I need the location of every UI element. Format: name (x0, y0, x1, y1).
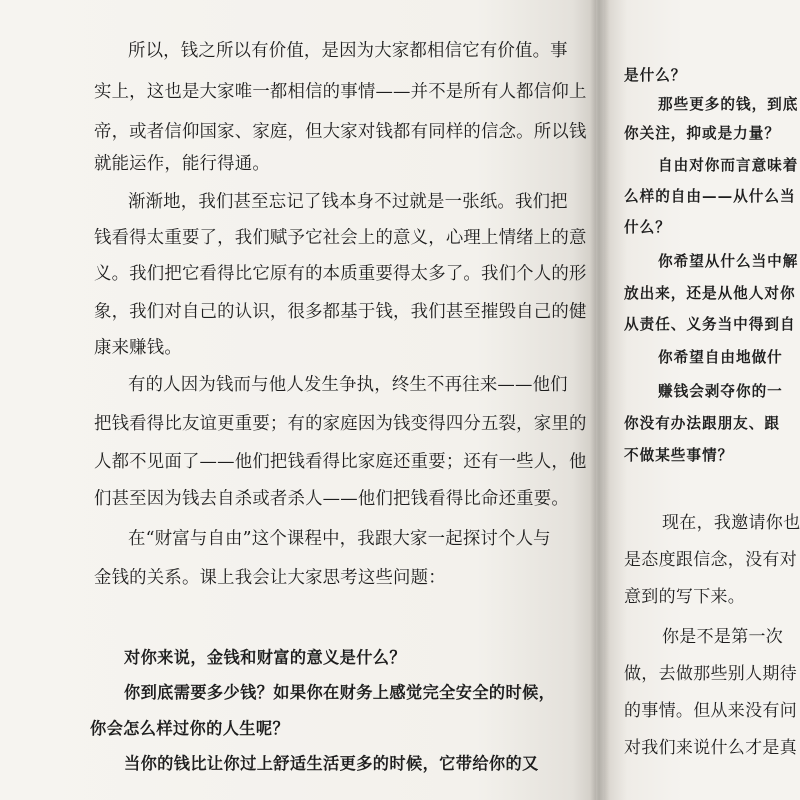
right-question-line-9: 从责任、义务当中得到自 (624, 316, 796, 333)
paragraph-1-line-4: 就能运作，能行得通。 (94, 154, 270, 174)
right-body-line-4: 你是不是第一次 (662, 627, 784, 647)
book-spine-shadow (590, 0, 610, 800)
question-line-3: 你会怎么样过你的人生呢？ (90, 719, 290, 738)
paragraph-2-line-5: 康来赚钱。 (94, 338, 182, 358)
paragraph-1-line-1: 所以，钱之所以有价值，是因为大家都相信它有价值。事 (128, 41, 568, 61)
right-book-page (604, 0, 800, 800)
paragraph-4-line-1: 在“财富与自由”这个课程中，我跟大家一起探讨个人与 (128, 529, 551, 549)
right-question-line-10: 你希望自由地做什 (658, 349, 783, 366)
right-question-line-8: 放出来，还是从他人对你 (624, 285, 796, 302)
paragraph-2-line-2: 钱看得太重要了，我们赋予它社会上的意义，心理上情绪上的意 (94, 228, 587, 248)
right-question-line-2: 那些更多的钱，到底 (658, 96, 799, 113)
paragraph-3-line-1: 有的人因为钱而与他人发生争执，终生不再往来——他们 (128, 375, 568, 395)
paragraph-2-line-3: 义。我们把它看得比它原有的本质重要得太多了。我们个人的形 (94, 264, 587, 284)
question-line-2: 你到底需要多少钱？如果你在财务上感觉完全安全的时候， (124, 683, 556, 702)
right-question-line-4: 自由对你而言意味着 (658, 157, 799, 174)
question-line-4: 当你的钱比让你过上舒适生活更多的时候，它带给你的又 (124, 754, 539, 773)
right-question-line-7: 你希望从什么当中解 (658, 253, 799, 270)
right-body-line-3: 意到的写下来。 (624, 587, 746, 607)
right-body-line-7: 对我们来说什么才是真 (624, 738, 797, 758)
right-body-line-6: 的事情。但从来没有问 (624, 701, 797, 721)
paragraph-2-line-1: 渐渐地，我们甚至忘记了钱本身不过就是一张纸。我们把 (128, 192, 568, 212)
right-body-line-1: 现在，我邀请你也 (662, 513, 800, 533)
paragraph-3-line-2: 把钱看得比友谊更重要；有的家庭因为钱变得四分五裂，家里的 (94, 414, 587, 434)
right-body-line-2: 是态度跟信念，没有对 (624, 550, 797, 570)
right-body-line-5: 做，去做那些别人期待 (624, 664, 797, 684)
paragraph-1-line-3: 帝，或者信仰国家、家庭，但大家对钱都有同样的信念。所以钱 (94, 122, 587, 142)
right-question-line-5: 么样的自由——从什么当 (624, 188, 796, 205)
right-question-line-1: 是什么？ (624, 67, 687, 84)
right-question-line-3: 你关注，抑或是力量？ (624, 125, 780, 142)
paragraph-3-line-3: 人都不见面了——他们把钱看得比家庭还重要；还有一些人，他 (94, 452, 587, 472)
right-question-line-12: 你没有办法跟朋友、跟 (624, 415, 780, 432)
paragraph-3-line-4: 们甚至因为钱去自杀或者杀人——他们把钱看得比命还重要。 (94, 489, 569, 509)
paragraph-4-line-2: 金钱的关系。课上我会让大家思考这些问题： (94, 568, 446, 588)
right-question-line-11: 赚钱会剥夺你的一 (658, 383, 783, 400)
right-question-line-13: 不做某些事情？ (624, 447, 734, 464)
question-line-1: 对你来说，金钱和财富的意义是什么？ (124, 648, 406, 667)
paragraph-2-line-4: 象，我们对自己的认识，很多都基于钱，我们甚至摧毁自己的健 (94, 302, 587, 322)
right-question-line-6: 什么？ (624, 219, 671, 236)
paragraph-1-line-2: 实上，这也是大家唯一都相信的事情——并不是所有人都信仰上 (94, 82, 587, 102)
